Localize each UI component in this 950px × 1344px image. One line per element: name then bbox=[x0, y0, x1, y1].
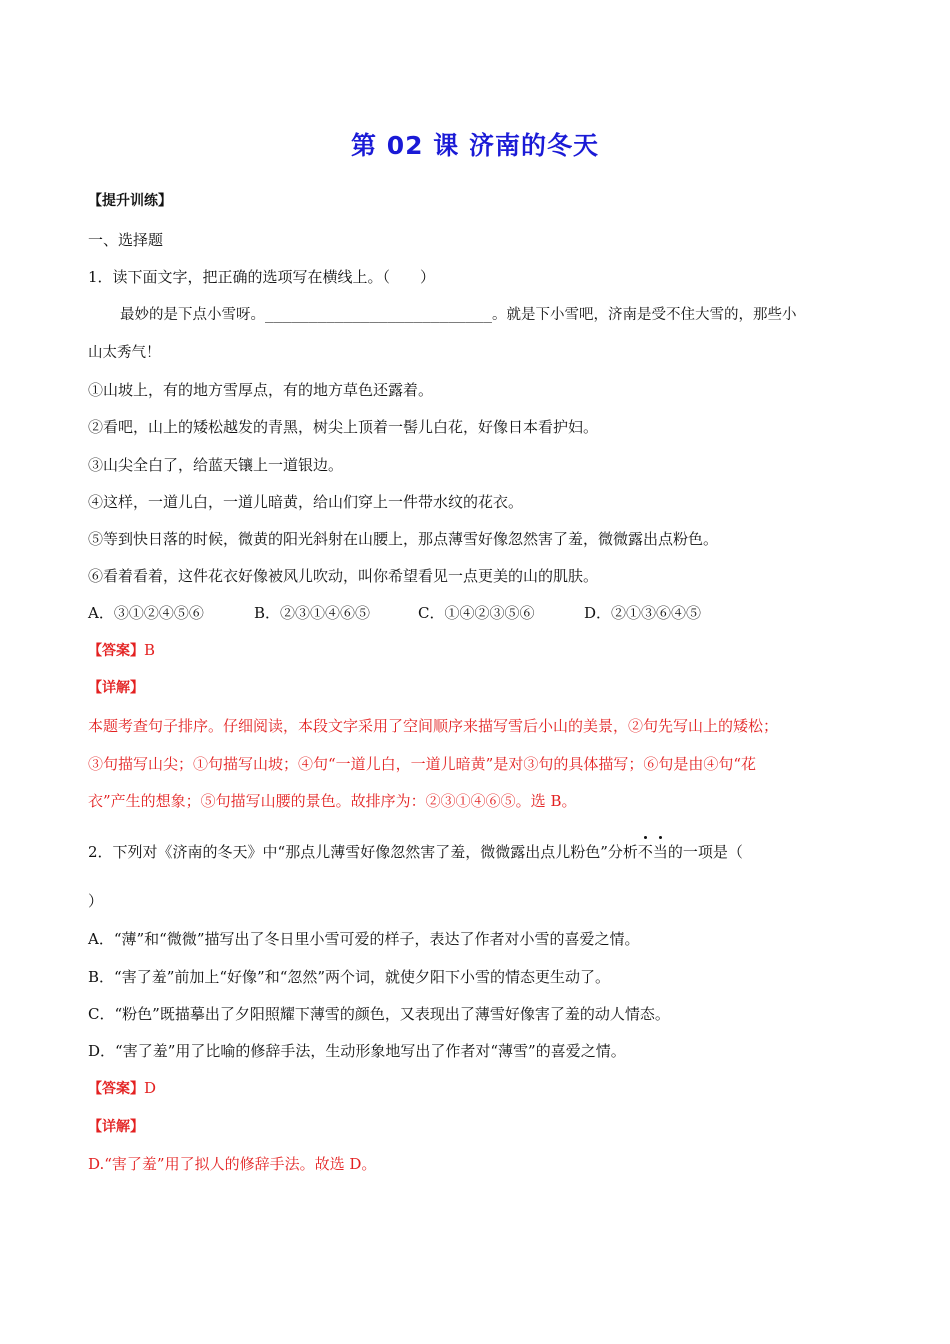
lesson-title: 第 02 课 济南的冬天 bbox=[351, 131, 599, 160]
q2-stem-close: ） bbox=[88, 892, 104, 910]
q2-detail-text: D.“害了羞”用了拟人的修辞手法。故选 D。 bbox=[88, 1155, 377, 1173]
q2-option-b: B．“害了羞”前加上“好像”和“忽然”两个词，就使夕阳下小雪的情态更生动了。 bbox=[88, 968, 611, 986]
q2-option-c: C．“粉色”既描摹出了夕阳照耀下薄雪的颜色，又表现出了薄雪好像害了羞的动人情态。 bbox=[88, 1005, 670, 1023]
q1-detail-label: 【详解】 bbox=[88, 680, 144, 696]
q1-answer-label: 【答案】 bbox=[88, 643, 144, 659]
q2-stem-text: 的一项是（ bbox=[667, 843, 743, 861]
section-type: 一、选择题 bbox=[88, 231, 164, 249]
q1-stem: 1．读下面文字，把正确的选项写在横线上。（ ） bbox=[88, 268, 436, 286]
q1-option-b: B．②③①④⑥⑤ bbox=[254, 604, 371, 622]
q1-item: ③山尖全白了，给蓝天镶上一道银边。 bbox=[88, 456, 344, 474]
q1-option-d: D．②①③⑥④⑤ bbox=[584, 604, 702, 622]
section-header: 【提升训练】 bbox=[88, 193, 172, 209]
q1-option-a: A．③①②④⑤⑥ bbox=[88, 604, 204, 622]
q1-item: ⑥看着看着，这件花衣好像被风儿吹动，叫你希望看见一点更美的山的肌肤。 bbox=[88, 567, 599, 585]
q1-answer-value: B bbox=[144, 641, 156, 659]
q2-answer-label: 【答案】 bbox=[88, 1081, 144, 1097]
q1-item: ④这样，一道儿白，一道儿暗黄，给山们穿上一件带水纹的花衣。 bbox=[88, 493, 524, 511]
q2-stem-emphasis: 当 bbox=[652, 843, 668, 861]
q2-detail-label: 【详解】 bbox=[88, 1119, 144, 1135]
q1-item: ⑤等到快日落的时候，微黄的阳光斜射在山腰上，那点薄雪好像忽然害了羞，微微露出点粉色。 bbox=[88, 530, 719, 548]
q1-detail-line: 衣”产生的想象；⑤句描写山腰的景色。故排序为：②③①④⑥⑤。选 B。 bbox=[88, 792, 577, 810]
q1-answer bbox=[88, 639, 155, 662]
q2-option-a: A．“薄”和“微微”描写出了冬日里小雪可爱的样子，表达了作者对小雪的喜爱之情。 bbox=[88, 930, 640, 948]
q1-detail-line: ③句描写山尖；①句描写山坡；④句“一道儿白，一道儿暗黄”是对③句的具体描写；⑥句是由④句“花 bbox=[88, 755, 757, 773]
q1-item: ②看吧，山上的矮松越发的青黑，树尖上顶着一髻儿白花，好像日本看护妇。 bbox=[88, 418, 599, 436]
q1-passage-line-2: 山太秀气！ bbox=[88, 345, 161, 361]
q2-option-d: D．“害了羞”用了比喻的修辞手法，生动形象地写出了作者对“薄雪”的喜爱之情。 bbox=[88, 1042, 626, 1060]
q1-item: ①山坡上，有的地方雪厚点，有的地方草色还露着。 bbox=[88, 381, 434, 399]
q2-answer bbox=[88, 1077, 156, 1100]
q1-detail-line: 本题考查句子排序。仔细阅读，本段文字采用了空间顺序来描写雪后小山的美景，②句先写山上的矮松； bbox=[88, 717, 779, 735]
q2-answer-value: D bbox=[144, 1079, 157, 1097]
q2-stem bbox=[88, 841, 743, 863]
q1-option-c: C．①④②③⑤⑥ bbox=[418, 604, 535, 622]
q1-passage-line-1: 最妙的是下点小雪呀。__________________________。就是下小雪吧，济南是受不住大雪的，那些小 bbox=[120, 307, 797, 323]
q2-stem-emphasis: 不 bbox=[637, 843, 653, 861]
q2-stem-text: 2．下列对《济南的冬天》中“那点儿薄雪好像忽然害了羞，微微露出点儿粉色”分析 bbox=[88, 843, 638, 861]
